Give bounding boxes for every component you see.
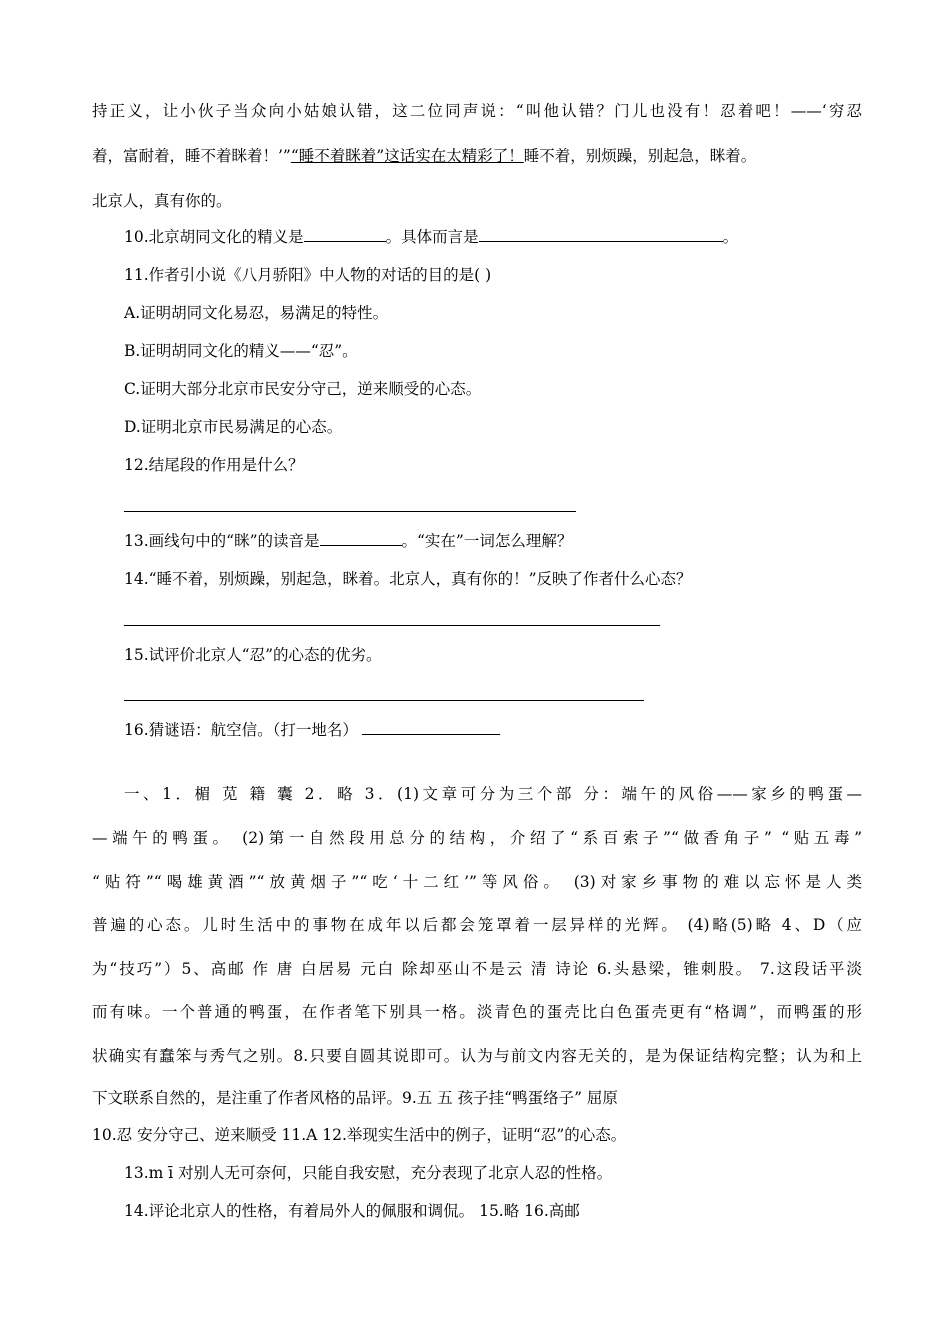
question-15: 15.试评价北京人“忍”的心态的优劣。 xyxy=(124,646,382,664)
question-11: 11.作者引小说《八月骄阳》中人物的对话的目的是( ) xyxy=(124,266,492,284)
option-b: B.证明胡同文化的精义——“忍”。 xyxy=(124,342,358,360)
answer-line-text: 普遍的心态。儿时生活中的事物在成年以后都会笼罩着一层异样的光辉。 (4)略(5)略 4、D（应 xyxy=(92,916,862,934)
question-10 xyxy=(124,227,738,247)
answer-line-text: 一、1．楣 苋 籍 囊 2．略 3．(1)文章可分为三个部 分：端午的风俗——家乡的鸭蛋— xyxy=(124,785,862,803)
question-text: 16.猜谜语：航空信。（打一地名） xyxy=(124,721,358,739)
answer-blank[interactable] xyxy=(479,227,723,242)
answer-line-text: 状确实有蠢笨与秀气之别。8.只要自圆其说即可。认为与前文内容无关的，是为保证结构完整；认为和上 xyxy=(92,1047,862,1065)
passage-line: 北京人，真有你的。 xyxy=(92,192,232,210)
answer-line-text: 而有味。一个普通的鸭蛋，在作者笔下别具一格。淡青色的蛋壳比白色蛋壳更有“格调”，而鸭蛋的形 xyxy=(92,1003,862,1021)
option-a: A.证明胡同文化易忍，易满足的特性。 xyxy=(124,304,389,322)
underlined-sentence: “睡不着眯着”这话实在太精彩了！ xyxy=(290,147,524,165)
question-text: 13.画线句中的“眯”的读音是 xyxy=(124,532,320,550)
answer-line-text: 为“技巧”）5、高邮 作 唐 白居易 元白 除却巫山不是云 清 诗论 6.头悬梁，锥刺股。 7.这段话平淡 xyxy=(92,960,862,978)
answer-line[interactable] xyxy=(124,700,644,701)
question-13 xyxy=(124,531,572,551)
answer-blank[interactable] xyxy=(362,720,500,735)
answer-line-text: 13.m ī 对别人无可奈何，只能自我安慰，充分表现了北京人忍的性格。 xyxy=(124,1164,613,1182)
answer-line-text: 10.忍 安分守己、逆来顺受 11.A 12.举现实生活中的例子，证明“忍”的心态。 xyxy=(92,1126,627,1144)
question-text: 。“实在”一词怎么理解？ xyxy=(401,532,573,550)
answer-line-text: 14.评论北京人的性格，有着局外人的佩服和调侃。 15.略 16.高邮 xyxy=(124,1202,580,1220)
question-text: 。具体而言是 xyxy=(385,228,479,246)
passage-text: 睡不着，别烦躁，别起急，眯着。 xyxy=(523,147,757,165)
answer-blank[interactable] xyxy=(304,227,386,242)
answer-line-text: 下文联系自然的，是注重了作者风格的品评。9.五 五 孩子挂“鸭蛋络子” 屈原 xyxy=(92,1089,618,1107)
answer-line[interactable] xyxy=(124,511,576,512)
option-d: D.证明北京市民易满足的心态。 xyxy=(124,418,343,436)
question-text: 10.北京胡同文化的精义是 xyxy=(124,228,304,246)
answer-line[interactable] xyxy=(124,625,660,626)
question-14: 14.“睡不着，别烦躁，别起急，眯着。北京人，真有你的！”反映了作者什么心态？ xyxy=(124,570,692,588)
question-text: 。 xyxy=(722,228,739,246)
answer-line-text: “贴符”“喝雄黄酒”“放黄烟子”“吃‘十二红’”等风俗。 (3)对家乡事物的难以忘怀是人类 xyxy=(92,873,862,891)
option-c: C.证明大部分北京市民安分守己，逆来顺受的心态。 xyxy=(124,380,482,398)
question-12: 12.结尾段的作用是什么？ xyxy=(124,456,304,474)
passage-text: 着，富耐着，睡不着眯着！’” xyxy=(92,147,291,165)
answer-line-text: —端午的鸭蛋。 (2)第一自然段用总分的结构，介绍了“系百索子”“做香角子” “贴五毒” xyxy=(92,829,862,847)
answer-blank[interactable] xyxy=(320,531,402,546)
passage-line: 持正义，让小伙子当众向小姑娘认错，这二位同声说：“叫他认错？门儿也没有！忍着吧！——‘穷忍 xyxy=(92,102,862,120)
question-16 xyxy=(124,720,500,740)
passage-line xyxy=(92,146,756,166)
